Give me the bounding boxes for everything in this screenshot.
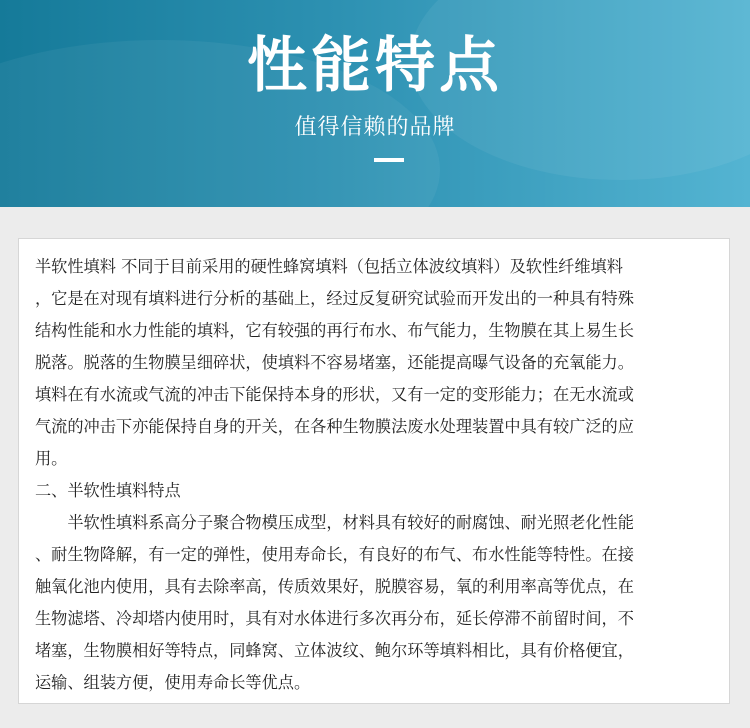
text-line: 半软性填料 不同于目前采用的硬性蜂窝填料（包括立体波纹填料）及软性纤维填料	[35, 257, 623, 276]
text-line: 气流的冲击下亦能保持自身的开关，在各种生物膜法废水处理装置中具有较广泛的应	[35, 417, 634, 436]
text-line: 脱落。脱落的生物膜呈细碎状，使填料不容易堵塞，还能提高曝气设备的充氧能力。	[35, 353, 634, 372]
page-subtitle: 值得信赖的品牌	[294, 115, 456, 140]
text-line: ，它是在对现有填料进行分析的基础上，经过反复研究试验而开发出的一种具有特殊	[35, 289, 634, 308]
description-panel	[18, 238, 730, 704]
title-underline	[374, 158, 404, 162]
text-line: 结构性能和水力性能的填料，它有较强的再行布水、布气能力，生物膜在其上易生长	[35, 321, 634, 340]
text-line: 、耐生物降解，有一定的弹性，使用寿命长，有良好的布气、布水性能等特性。在接	[35, 545, 634, 564]
text-line: 生物滤塔、冷却塔内使用时，具有对水体进行多次再分布，延长停滞不前留时间，不	[35, 609, 634, 628]
page-title: 性能特点	[247, 31, 503, 101]
description-text	[35, 251, 719, 699]
text-line: 半软性填料系高分子聚合物模压成型，材料具有较好的耐腐蚀、耐光照老化性能	[35, 513, 634, 532]
text-line: 填料在有水流或气流的冲击下能保持本身的形状，又有一定的变形能力；在无水流或	[35, 385, 634, 404]
section-heading: 二、半软性填料特点	[35, 481, 181, 500]
text-line: 堵塞，生物膜相好等特点，同蜂窝、立体波纹、鲍尔环等填料相比，具有价格便宜，	[35, 641, 634, 660]
text-line: 运输、组装方便，使用寿命长等优点。	[35, 673, 311, 692]
text-line: 用。	[35, 449, 68, 468]
text-line: 触氧化池内使用，具有去除率高，传质效果好，脱膜容易，氧的利用率高等优点，在	[35, 577, 634, 596]
header-banner	[0, 0, 750, 207]
